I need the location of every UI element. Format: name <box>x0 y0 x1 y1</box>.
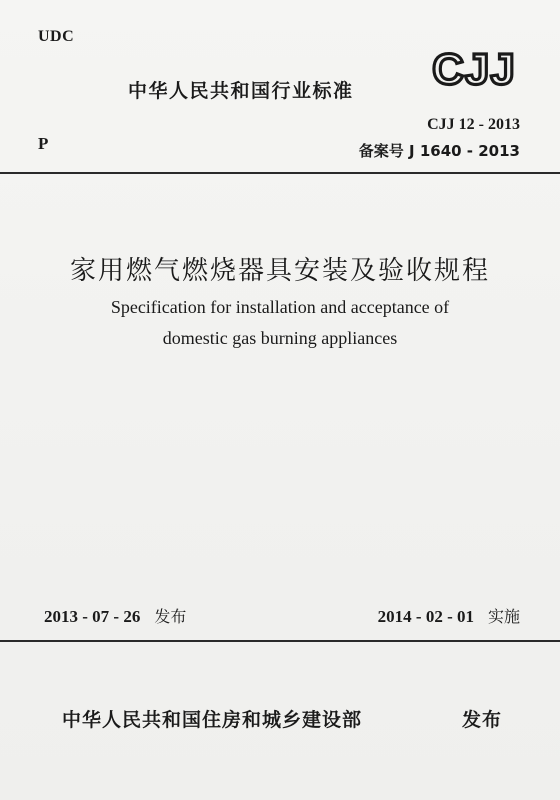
publisher-label: 发布 <box>462 709 503 731</box>
title-english <box>0 292 560 354</box>
title-english-line1: Specification for installation and acceptance of <box>110 297 450 317</box>
issue-date: 2013 - 07 - 26 <box>44 607 141 626</box>
implement-date-block <box>378 604 520 627</box>
implement-date: 2014 - 02 - 01 <box>377 607 474 626</box>
cjj-logo <box>424 46 524 90</box>
issue-date-block <box>44 604 186 627</box>
cjj-logo-mark <box>424 46 524 90</box>
publisher-name: 中华人民共和国住房和城乡建设部 <box>62 709 363 731</box>
title-english-line2: domestic gas burning appliances <box>162 328 398 348</box>
implement-label: 实施 <box>487 607 520 626</box>
industry-standard-heading: 中华人民共和国行业标准 <box>128 80 354 102</box>
title-chinese: 家用燃气燃烧器具安装及验收规程 <box>69 256 490 286</box>
record-number: 备案号 J 1640 - 2013 <box>358 142 520 160</box>
logo-text: CJJ <box>432 46 516 90</box>
classification-code: P <box>38 134 49 153</box>
bottom-divider <box>0 640 560 642</box>
udc-label: UDC <box>38 28 75 45</box>
standard-number: CJJ 12 - 2013 <box>427 116 520 133</box>
top-divider <box>0 172 560 174</box>
issue-label: 发布 <box>154 607 187 626</box>
